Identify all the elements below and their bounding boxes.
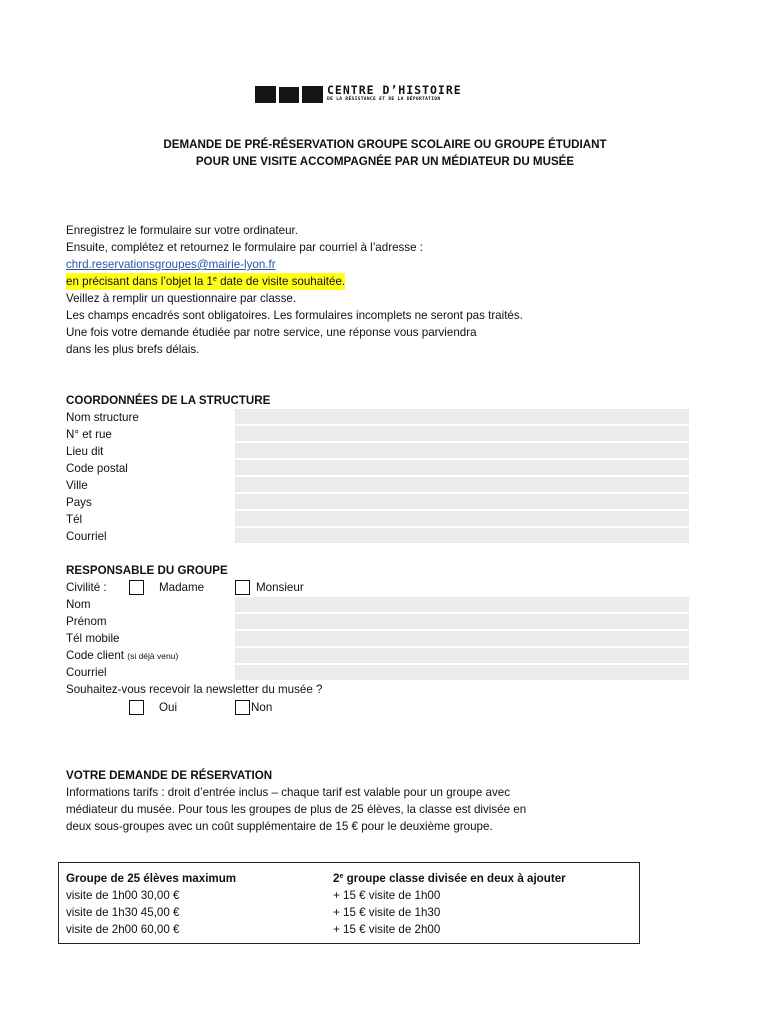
input-code-postal[interactable] (235, 460, 689, 475)
rates-col2-header-num: 2 (333, 872, 340, 885)
highlight-text-before: en précisant dans l’objet la 1 (66, 275, 213, 288)
input-tel[interactable] (235, 511, 689, 526)
intro-line-2: Ensuite, complétez et retournez le formulaire par courriel à l’adresse : (66, 241, 423, 254)
input-courriel-structure[interactable] (235, 528, 689, 543)
logo-block-1 (255, 86, 276, 103)
demande-line-3: deux sous-groupes avec un coût supplémentaire de 15 € pour le deuxième groupe. (66, 820, 493, 833)
rates-table (58, 862, 640, 944)
label-tel: Tél (66, 513, 83, 526)
label-code-postal: Code postal (66, 462, 128, 475)
input-tel-mobile[interactable] (235, 631, 689, 646)
form-title-line-2: POUR UNE VISITE ACCOMPAGNÉE PAR UN MÉDIATEUR DU MUSÉE (195, 155, 575, 168)
label-non: Non (251, 701, 273, 714)
museum-logo (255, 84, 470, 106)
input-pays[interactable] (235, 494, 689, 509)
rates-col1-row-3: visite de 2h00 60,00 € (66, 923, 180, 936)
intro-line-5: Les champs encadrés sont obligatoires. Les formulaires incomplets ne seront pas traités. (66, 309, 523, 322)
label-pays: Pays (66, 496, 92, 509)
label-monsieur: Monsieur (256, 581, 304, 594)
input-lieu-dit[interactable] (235, 443, 689, 458)
rates-col1-row-1: visite de 1h00 30,00 € (66, 889, 180, 902)
input-ville[interactable] (235, 477, 689, 492)
input-courriel-responsable[interactable] (235, 665, 689, 680)
intro-line-1: Enregistrez le formulaire sur votre ordinateur. (66, 224, 298, 237)
newsletter-question: Souhaitez-vous recevoir la newsletter du musée ? (66, 683, 323, 696)
rates-col1-header: Groupe de 25 élèves maximum (66, 872, 237, 885)
input-nom-structure[interactable] (235, 409, 689, 424)
structure-heading: COORDONNÉES DE LA STRUCTURE (66, 394, 271, 407)
label-tel-mobile: Tél mobile (66, 632, 120, 645)
input-nom[interactable] (235, 597, 689, 612)
logo-name: CENTRE D’HISTOIRE (327, 83, 462, 97)
rates-col2-row-2: + 15 € visite de 1h30 (333, 906, 441, 919)
code-client-note: (si déjà venu) (127, 651, 179, 661)
label-nom-structure: Nom structure (66, 411, 139, 424)
highlighted-instruction (66, 273, 345, 290)
responsable-heading: RESPONSABLE DU GROUPE (66, 564, 228, 577)
label-lieu-dit: Lieu dit (66, 445, 104, 458)
rates-col2-header (333, 870, 566, 887)
form-title-line-1: DEMANDE DE PRÉ-RÉSERVATION GROUPE SCOLAIRE OU GROUPE ÉTUDIANT (163, 138, 607, 151)
demande-heading: VOTRE DEMANDE DE RÉSERVATION (66, 769, 273, 782)
email-link[interactable]: chrd.reservationsgroupes@mairie-lyon.fr (66, 258, 276, 271)
label-code-client (66, 647, 178, 665)
checkbox-non[interactable] (235, 700, 250, 715)
checkbox-madame[interactable] (129, 580, 144, 595)
logo-block-2 (279, 87, 299, 103)
checkbox-oui[interactable] (129, 700, 144, 715)
checkbox-monsieur[interactable] (235, 580, 250, 595)
rates-col2-header-sup: e (339, 873, 344, 880)
label-courriel-structure: Courriel (66, 530, 107, 543)
label-courriel-responsable: Courriel (66, 666, 107, 679)
intro-line-6: Une fois votre demande étudiée par notre service, une réponse vous parviendra (66, 326, 477, 339)
rates-col2-row-3: + 15 € visite de 2h00 (333, 923, 441, 936)
rates-col2-header-rest: groupe classe divisée en deux à ajouter (343, 872, 566, 885)
highlight-text-after: date de visite souhaitée. (216, 275, 346, 288)
input-prenom[interactable] (235, 614, 689, 629)
input-numero-rue[interactable] (235, 426, 689, 441)
demande-line-2: médiateur du musée. Pour tous les groupes de plus de 25 élèves, la classe est divisée en (66, 803, 527, 816)
logo-block-3 (302, 86, 323, 103)
input-code-client[interactable] (235, 648, 689, 663)
demande-line-1: Informations tarifs : droit d’entrée inclus – chaque tarif est valable pour un groupe avec (66, 786, 511, 799)
label-numero-rue: N° et rue (66, 428, 112, 441)
label-oui: Oui (159, 701, 178, 714)
label-nom: Nom (66, 598, 91, 611)
rates-col1-row-2: visite de 1h30 45,00 € (66, 906, 180, 919)
label-prenom: Prénom (66, 615, 107, 628)
label-ville: Ville (66, 479, 88, 492)
label-civilite: Civilité : (66, 581, 107, 594)
code-client-text: Code client (66, 649, 125, 662)
intro-line-4: Veillez à remplir un questionnaire par classe. (66, 292, 297, 305)
logo-subtitle: DE LA RÉSISTANCE ET DE LA DÉPORTATION (327, 97, 441, 102)
rates-col2-row-1: + 15 € visite de 1h00 (333, 889, 441, 902)
label-madame: Madame (159, 581, 205, 594)
highlight-superscript: e (212, 276, 217, 283)
intro-line-7: dans les plus brefs délais. (66, 343, 200, 356)
